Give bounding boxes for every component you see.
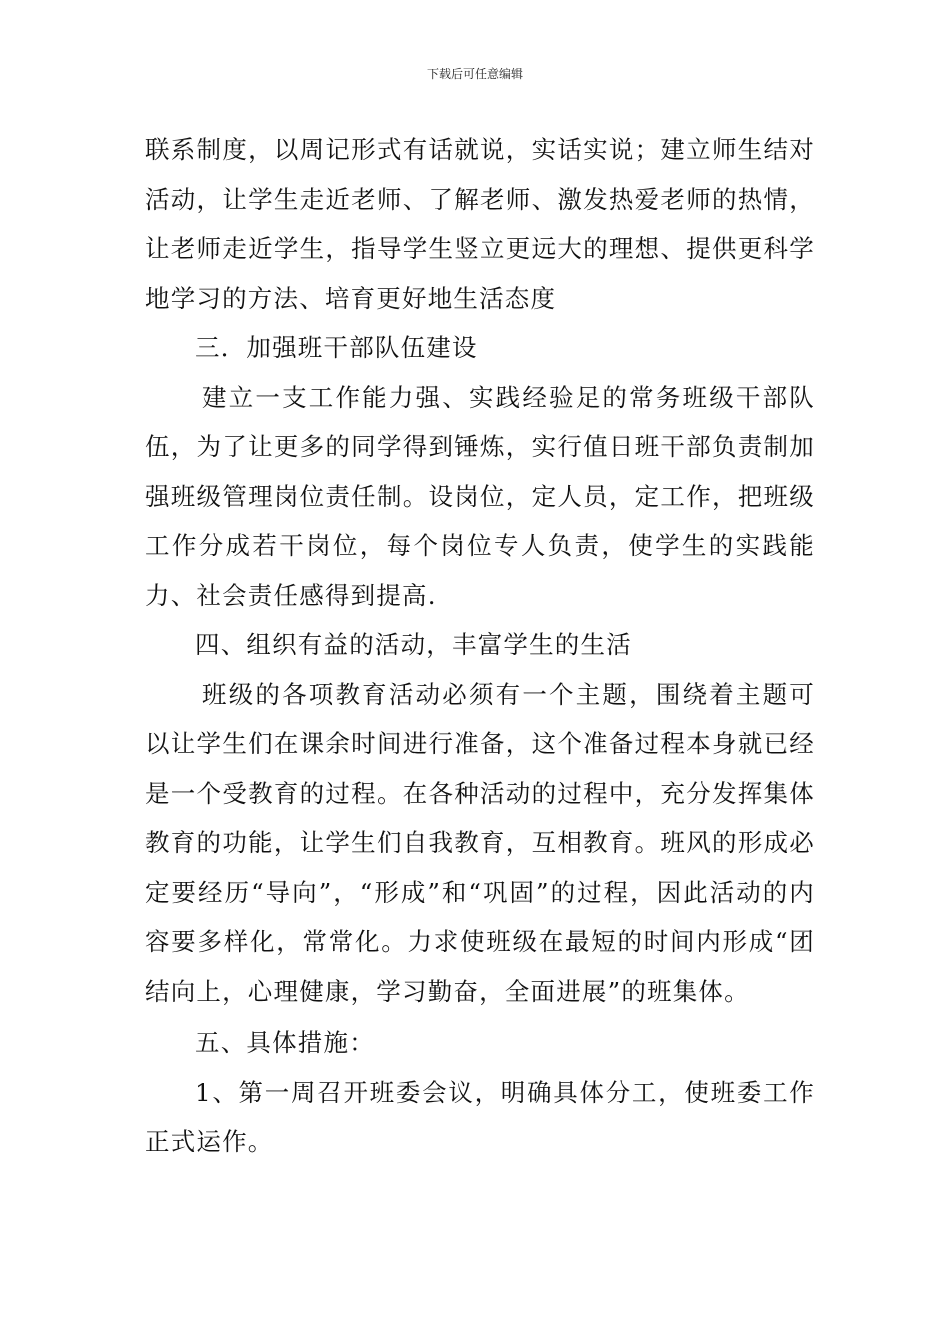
page-header: 下载后可任意编辑 bbox=[426, 67, 523, 81]
paragraph-contact-system: 联系制度，以周记形式有话就说，实话实说；建立师生结对活动，让学生走近老师、了解老师、激发热爱老师的热情，让老师走近学生，指导学生竖立更远大的理想、提供更科学地学习的方法、培育更好地生活态度 bbox=[145, 135, 815, 313]
paragraph-activities: 班级的各项教育活动必须有一个主题，围绕着主题可以让学生们在课余时间进行准备，这个准备过程本身就已经是一个受教育的过程。在各种活动的过程中，充分发挥集体教育的功能，让学生们自我教育，互相教育。班风的形成必定要经历“导向”，“形成”和“巩固”的过程，因此活动的内容要多样化，常常化。力求使班级在最短的时间内形成“团结向上，心理健康，学习勤奋，全面进展”的班集体。 bbox=[145, 679, 815, 1006]
section-heading-measures: 五、具体措施： bbox=[195, 1028, 375, 1057]
section-heading-activities: 四、组织有益的活动，丰富学生的生活 bbox=[195, 630, 632, 659]
paragraph-class-cadre: 建立一支工作能力强、实践经验足的常务班级干部队伍，为了让更多的同学得到锤炼，实行值日班干部负责制加强班级管理岗位责任制。设岗位，定人员，定工作，把班级工作分成若干岗位，每个岗位专人负责，使学生的实践能力、社会责任感得到提高. bbox=[145, 382, 815, 610]
document-body bbox=[145, 125, 815, 1167]
measure-item-1: 1、第一周召开班委会议，明确具体分工，使班委工作正式运作。 bbox=[145, 1077, 815, 1156]
section-heading-class-cadre: 三．加强班干部队伍建设 bbox=[195, 333, 478, 362]
